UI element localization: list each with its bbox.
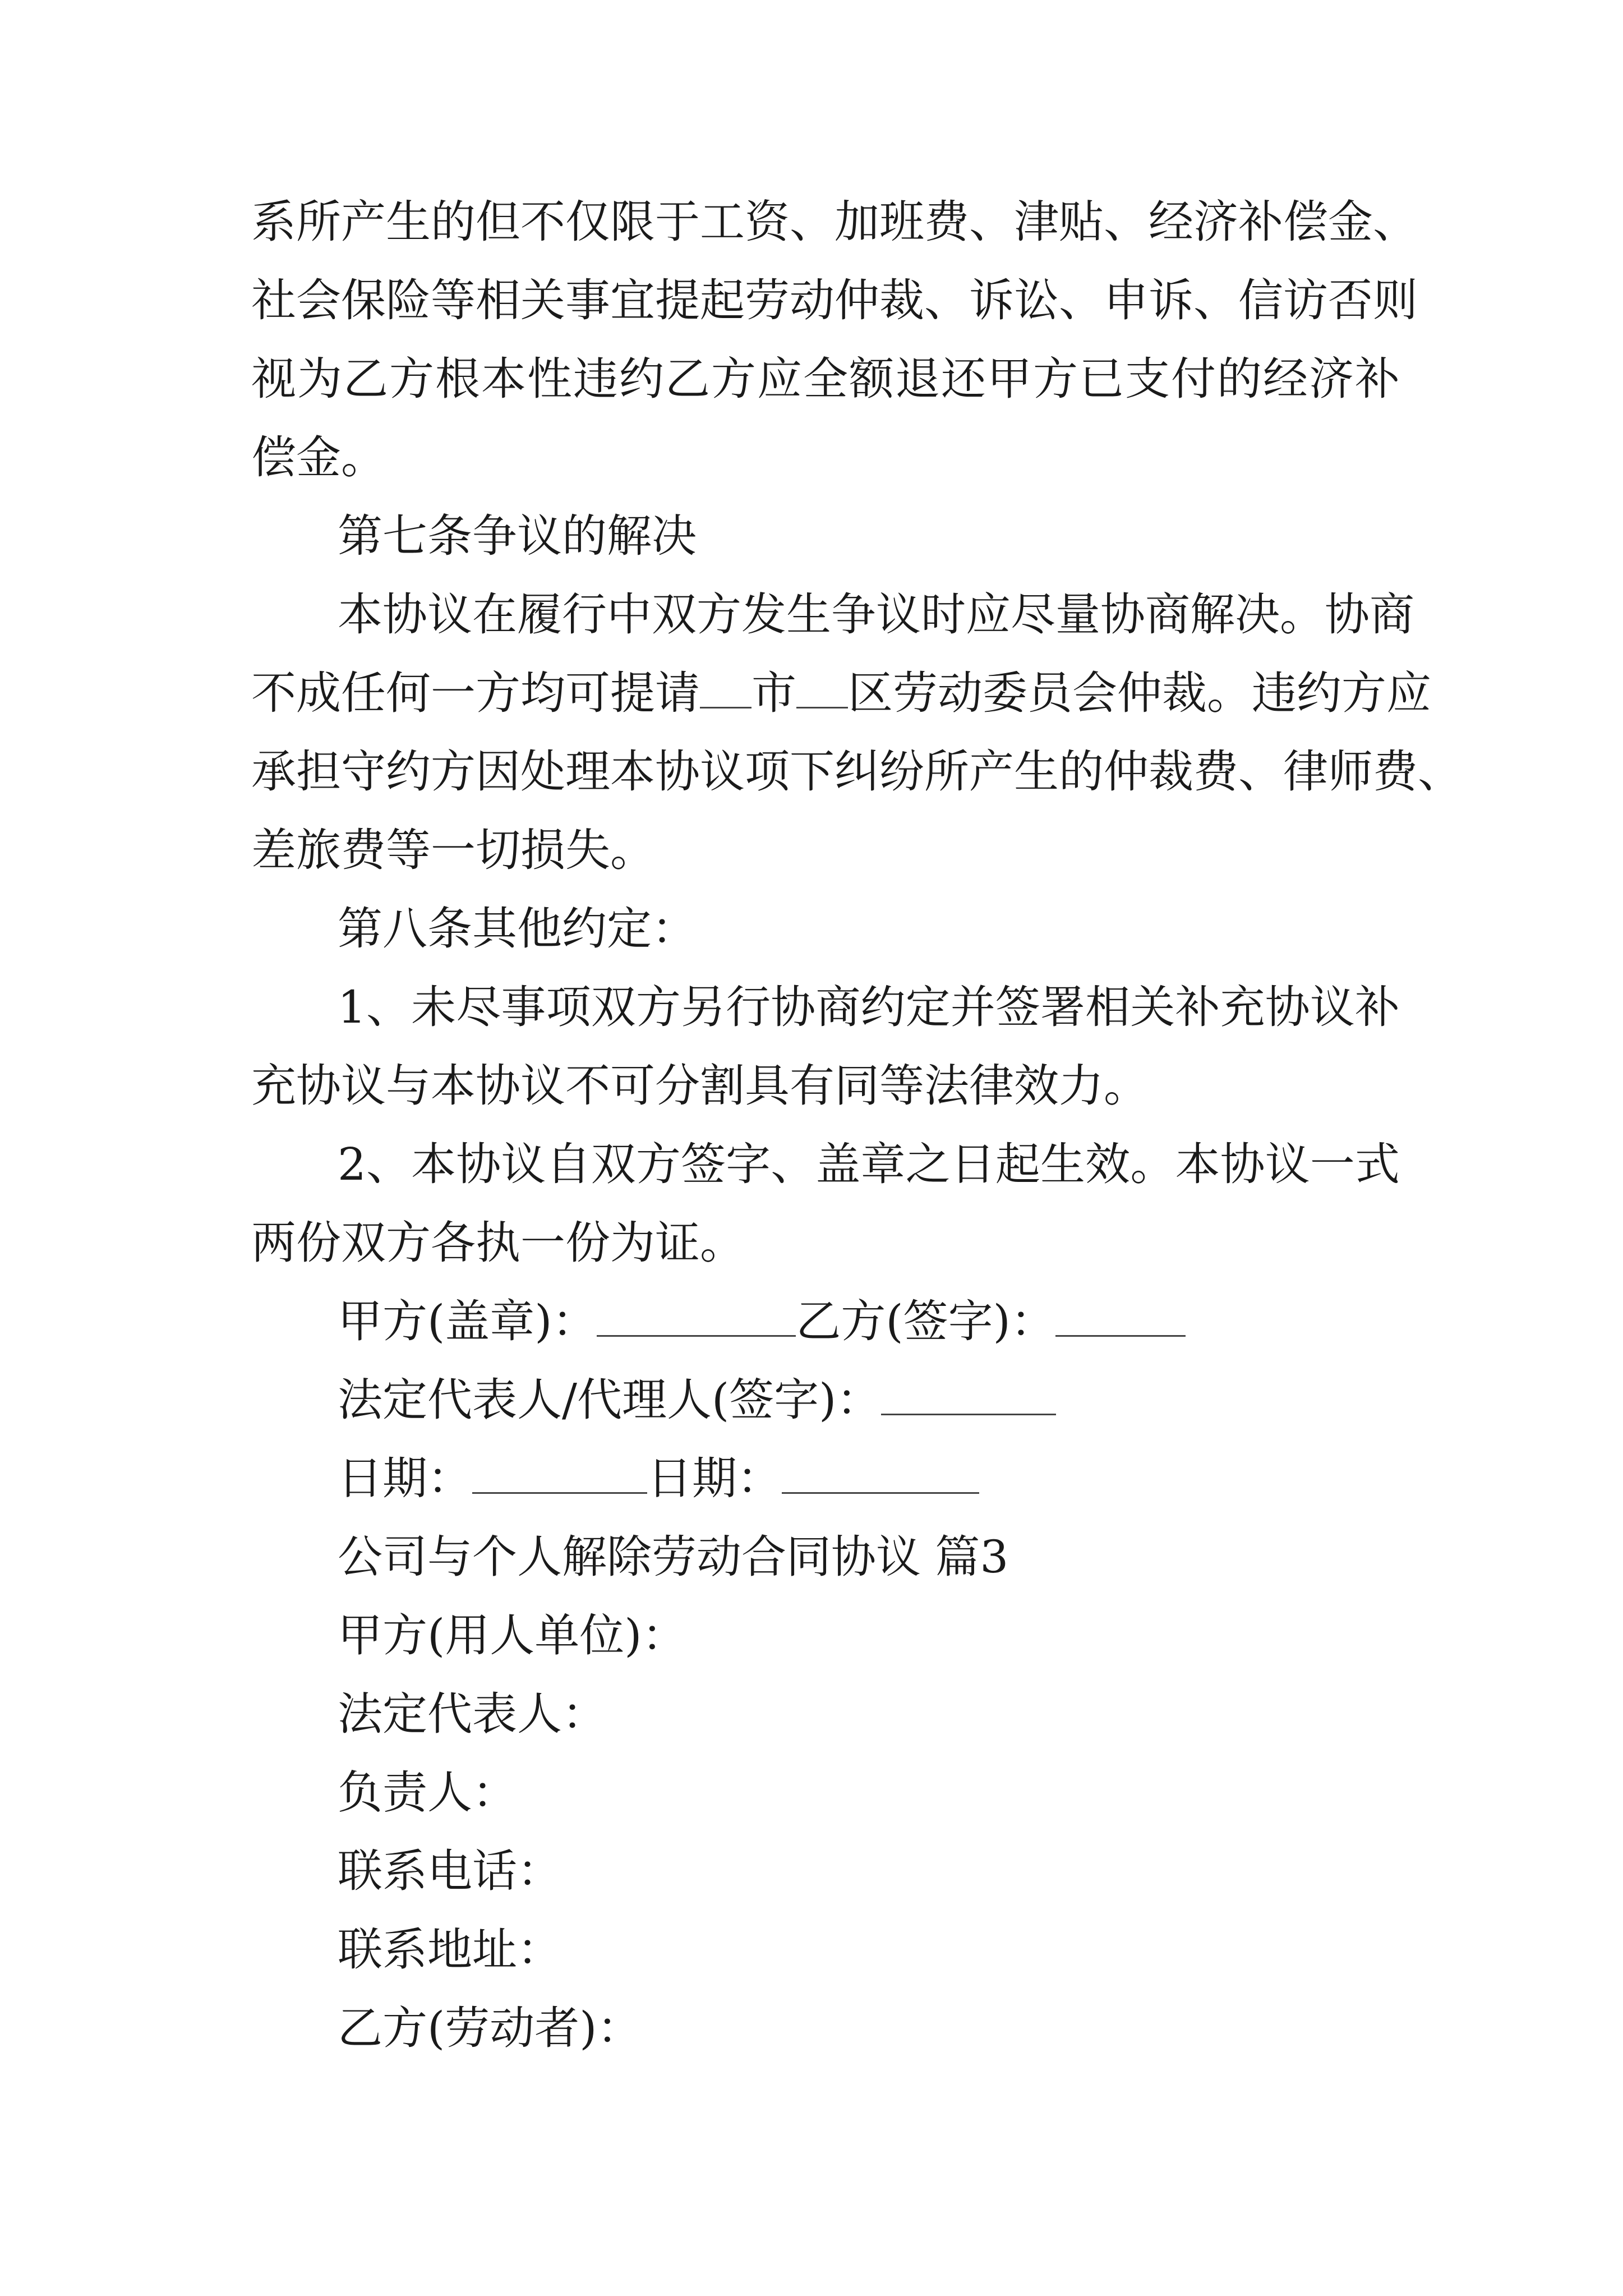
- paragraph-line: 视为乙方根本性违约乙方应全额退还甲方已支付的经济补: [251, 353, 1400, 405]
- paragraph-line: 本协议在履行中双方发生争议时应尽量协商解决。协商: [338, 588, 1414, 641]
- date-a-blank[interactable]: [472, 1455, 647, 1494]
- text-segment: 不成任何一方均可提请: [251, 667, 700, 719]
- paragraph-line: 2、本协议自双方签字、盖章之日起生效。本协议一式: [338, 1138, 1400, 1190]
- field-label: 负责人：: [338, 1766, 517, 1819]
- paragraph-line: 1、未尽事项双方另行协商约定并签署相关补充协议补: [338, 981, 1400, 1033]
- paragraph-line: 两份双方各执一份为证。: [251, 1217, 745, 1269]
- date-b-label: 日期：: [647, 1452, 782, 1504]
- paragraph-line: 系所产生的但不仅限于工资、加班费、津贴、经济补偿金、: [251, 196, 1418, 248]
- field-label: 法定代表人：: [338, 1688, 607, 1740]
- article-8-heading: 第八条其他约定：: [338, 903, 697, 955]
- paragraph-line: 承担守约方因处理本协议项下纠纷所产生的仲裁费、律师费、: [251, 746, 1463, 798]
- fill-blank[interactable]: [796, 670, 848, 708]
- text-segment: 区劳动委员会仲裁。违约方应: [848, 667, 1431, 719]
- paragraph-line: 偿金。: [251, 431, 386, 484]
- paragraph-line: 社会保险等相关事宜提起劳动仲裁、诉讼、申诉、信访否则: [251, 274, 1418, 326]
- signature-line-dates: [338, 1451, 979, 1507]
- paragraph-line: 差旅费等一切损失。: [251, 824, 655, 876]
- field-label: 甲方(用人单位)：: [338, 1609, 687, 1662]
- party-b-sign-label: 乙方(签字)：: [796, 1295, 1055, 1347]
- field-label: 乙方(劳动者)：: [338, 2002, 642, 2054]
- paragraph-line: 充协议与本协议不可分割具有同等法律效力。: [251, 1060, 1149, 1112]
- text-segment: 市: [751, 667, 796, 719]
- party-a-seal-blank[interactable]: [597, 1298, 796, 1337]
- signature-line-representative: [338, 1372, 1056, 1428]
- field-label: 联系地址：: [338, 1924, 562, 1976]
- fill-blank[interactable]: [700, 670, 751, 708]
- field-label: 联系电话：: [338, 1845, 562, 1897]
- representative-sign-blank[interactable]: [881, 1377, 1056, 1415]
- paragraph-line-with-blanks: [251, 665, 1431, 721]
- date-b-blank[interactable]: [782, 1455, 979, 1494]
- party-a-seal-label: 甲方(盖章)：: [338, 1295, 597, 1347]
- date-a-label: 日期：: [338, 1452, 472, 1504]
- signature-line-parties: [338, 1294, 1186, 1350]
- section-3-title: 公司与个人解除劳动合同协议 篇3: [338, 1531, 1009, 1583]
- representative-sign-label: 法定代表人/代理人(签字)：: [338, 1374, 882, 1426]
- party-b-sign-blank[interactable]: [1055, 1298, 1186, 1337]
- article-7-heading: 第七条争议的解决: [338, 510, 697, 562]
